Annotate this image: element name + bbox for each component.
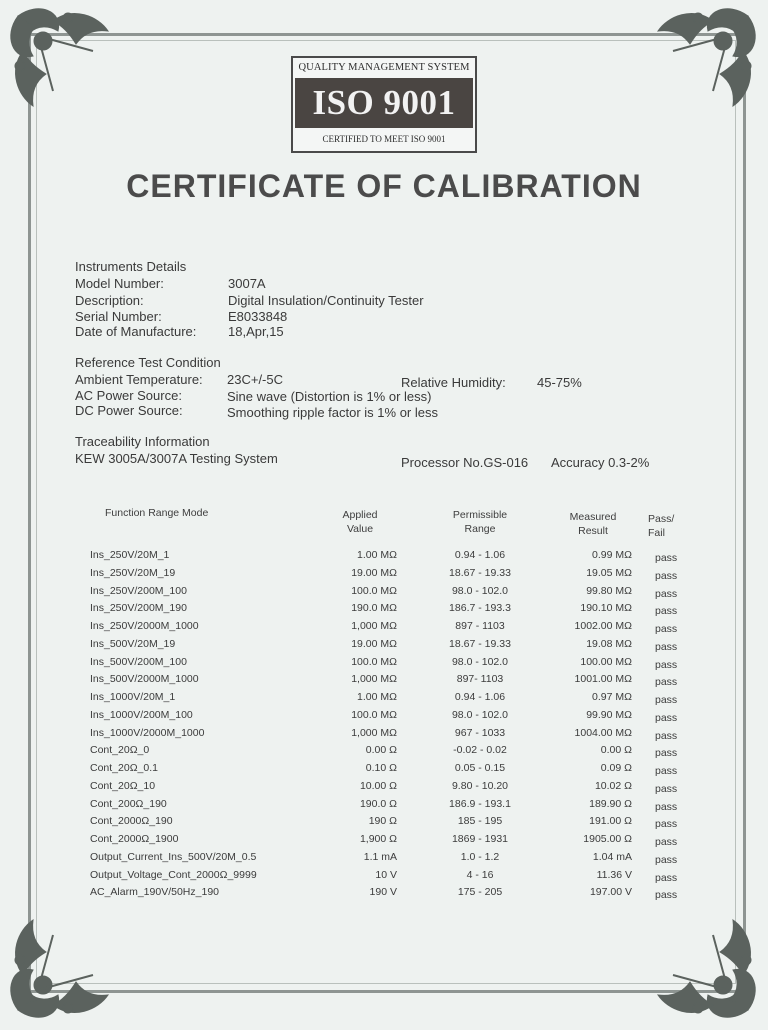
permissible-range-cell: 98.0 - 102.0 (451, 709, 509, 721)
pass-fail-cell: pass (655, 570, 678, 582)
description-label: Description: (75, 293, 144, 308)
column-header-measured: Measured Result (569, 511, 617, 537)
function-cell: Ins_250V/20M_19 (90, 567, 176, 579)
function-cell: Cont_20Ω_0.1 (90, 762, 158, 774)
permissible-range-cell: 897- 1103 (456, 673, 504, 685)
applied-value-cell: 1,900 Ω (359, 833, 397, 845)
applied-value-cell: 190.0 Ω (359, 798, 397, 810)
applied-value-cell: 100.0 MΩ (351, 709, 397, 721)
pass-fail-cell: pass (655, 712, 678, 724)
ac-power-value: Sine wave (Distortion is 1% or less) (227, 389, 432, 404)
measured-result-cell: 11.36 V (596, 869, 632, 881)
function-cell: Cont_20Ω_0 (90, 744, 150, 756)
pass-fail-cell: pass (655, 694, 678, 706)
applied-value-cell: 190 Ω (368, 815, 397, 827)
applied-value-cell: 19.00 MΩ (351, 567, 397, 579)
measured-result-cell: 190.10 MΩ (580, 602, 632, 614)
pass-fail-cell: pass (655, 588, 678, 600)
applied-value-cell: 100.0 MΩ (351, 585, 397, 597)
measured-result-cell: 191.00 Ω (589, 815, 632, 827)
pass-fail-cell: pass (655, 605, 678, 617)
accuracy: Accuracy 0.3-2% (551, 455, 650, 470)
measured-result-cell: 189.90 Ω (589, 798, 632, 810)
pass-fail-cell: pass (655, 818, 678, 830)
processor-number: Processor No.GS-016 (401, 455, 529, 470)
corner-flourish-icon (638, 900, 768, 1030)
serial-value: E8033848 (228, 309, 288, 324)
function-cell: Cont_2000Ω_190 (90, 815, 173, 827)
function-cell: Ins_1000V/20M_1 (90, 691, 176, 703)
permissible-range-cell: 9.80 - 10.20 (451, 780, 509, 792)
measured-result-cell: 0.97 MΩ (592, 691, 632, 703)
testing-system: KEW 3005A/3007A Testing System (75, 451, 278, 466)
function-cell: Ins_250V/2000M_1000 (90, 620, 199, 632)
iso-logo-main-text: ISO 9001 (295, 78, 473, 128)
applied-value-cell: 1,000 MΩ (351, 673, 397, 685)
iso-logo-bottom-text: CERTIFIED TO MEET ISO 9001 (322, 134, 446, 144)
permissible-range-cell: 0.94 - 1.06 (454, 691, 506, 703)
column-header-permissible: Permissible Range (452, 509, 508, 535)
pass-fail-cell: pass (655, 623, 678, 635)
permissible-range-cell: 4 - 16 (466, 869, 494, 881)
permissible-range-cell: 18.67 - 19.33 (449, 638, 511, 650)
measured-result-cell: 1002.00 MΩ (574, 620, 632, 632)
applied-value-cell: 190.0 MΩ (351, 602, 397, 614)
measured-result-cell: 1004.00 MΩ (574, 727, 632, 739)
manufacture-date-value: 18,Apr,15 (228, 324, 284, 339)
pass-fail-cell: pass (655, 641, 678, 653)
column-header-applied: Applied Value (342, 509, 378, 535)
function-cell: Ins_250V/200M_100 (90, 585, 187, 597)
applied-value-cell: 10.00 Ω (359, 780, 397, 792)
iso-9001-logo (291, 56, 477, 153)
applied-value-cell: 10 V (375, 869, 397, 881)
dc-power-value: Smoothing ripple factor is 1% or less (227, 405, 438, 420)
measured-result-cell: 19.05 MΩ (586, 567, 632, 579)
pass-fail-cell: pass (655, 889, 678, 901)
measured-result-cell: 100.00 MΩ (580, 656, 632, 668)
measured-result-cell: 99.80 MΩ (586, 585, 632, 597)
pass-fail-cell: pass (655, 552, 678, 564)
permissible-range-cell: 175 - 205 (457, 886, 503, 898)
pass-fail-cell: pass (655, 783, 678, 795)
measured-result-cell: 0.09 Ω (600, 762, 632, 774)
permissible-range-cell: 967 - 1033 (454, 727, 506, 739)
dc-power-label: DC Power Source: (75, 403, 183, 418)
pass-fail-cell: pass (655, 676, 678, 688)
measured-result-cell: 1.04 mA (592, 851, 632, 863)
permissible-range-cell: 1869 - 1931 (451, 833, 509, 845)
measured-result-cell: 0.00 Ω (600, 744, 632, 756)
permissible-range-cell: -0.02 - 0.02 (453, 744, 507, 756)
permissible-range-cell: 185 - 195 (457, 815, 503, 827)
measured-result-cell: 10.02 Ω (594, 780, 632, 792)
corner-flourish-icon (0, 0, 128, 126)
permissible-range-cell: 18.67 - 19.33 (449, 567, 511, 579)
permissible-range-cell: 98.0 - 102.0 (451, 585, 509, 597)
applied-value-cell: 1.00 MΩ (357, 691, 397, 703)
permissible-range-cell: 0.94 - 1.06 (454, 549, 506, 561)
measured-result-cell: 1001.00 MΩ (574, 673, 632, 685)
function-cell: Output_Voltage_Cont_2000Ω_9999 (90, 869, 257, 881)
applied-value-cell: 190 V (369, 886, 397, 898)
pass-fail-cell: pass (655, 730, 678, 742)
manufacture-date-label: Date of Manufacture: (75, 324, 197, 339)
iso-logo-top-text: QUALITY MANAGEMENT SYSTEM (298, 62, 470, 73)
applied-value-cell: 1.00 MΩ (357, 549, 397, 561)
reference-heading: Reference Test Condition (75, 355, 221, 370)
function-cell: Ins_1000V/2000M_1000 (90, 727, 205, 739)
applied-value-cell: 0.00 Ω (365, 744, 397, 756)
function-cell: Ins_500V/200M_100 (90, 656, 187, 668)
measured-result-cell: 1905.00 Ω (583, 833, 632, 845)
applied-value-cell: 1.1 mA (363, 851, 397, 863)
ac-power-label: AC Power Source: (75, 388, 182, 403)
applied-value-cell: 19.00 MΩ (351, 638, 397, 650)
function-cell: Ins_250V/200M_190 (90, 602, 187, 614)
permissible-range-cell: 98.0 - 102.0 (451, 656, 509, 668)
model-label: Model Number: (75, 276, 164, 291)
applied-value-cell: 1,000 MΩ (351, 727, 397, 739)
function-cell: Ins_250V/20M_1 (90, 549, 170, 561)
permissible-range-cell: 1.0 - 1.2 (460, 851, 500, 863)
function-cell: Cont_200Ω_190 (90, 798, 167, 810)
description-value: Digital Insulation/Continuity Tester (228, 293, 424, 308)
permissible-range-cell: 0.05 - 0.15 (454, 762, 506, 774)
pass-fail-cell: pass (655, 836, 678, 848)
pass-fail-cell: pass (655, 801, 678, 813)
column-header-pass-fail: Pass/ Fail (648, 513, 675, 539)
measured-result-cell: 0.99 MΩ (592, 549, 632, 561)
function-cell: Ins_500V/2000M_1000 (90, 673, 199, 685)
page-title: CERTIFICATE OF CALIBRATION (126, 168, 642, 204)
measured-result-cell: 197.00 V (589, 886, 632, 898)
function-cell: AC_Alarm_190V/50Hz_190 (90, 886, 219, 898)
traceability-heading: Traceability Information (75, 434, 210, 449)
applied-value-cell: 100.0 MΩ (351, 656, 397, 668)
corner-flourish-icon (638, 0, 768, 126)
model-value: 3007A (228, 276, 266, 291)
permissible-range-cell: 186.9 - 193.1 (449, 798, 511, 810)
function-cell: Ins_1000V/200M_100 (90, 709, 193, 721)
instruments-heading: Instruments Details (75, 259, 187, 274)
pass-fail-cell: pass (655, 659, 678, 671)
function-cell: Cont_20Ω_10 (90, 780, 156, 792)
function-cell: Cont_2000Ω_1900 (90, 833, 179, 845)
pass-fail-cell: pass (655, 872, 678, 884)
relative-humidity-value: 45-75% (537, 375, 582, 390)
applied-value-cell: 0.10 Ω (365, 762, 397, 774)
pass-fail-cell: pass (655, 747, 678, 759)
measured-result-cell: 99.90 MΩ (586, 709, 632, 721)
permissible-range-cell: 186.7 - 193.3 (449, 602, 511, 614)
applied-value-cell: 1,000 MΩ (351, 620, 397, 632)
column-header-function: Function Range Mode (105, 507, 209, 519)
relative-humidity-label: Relative Humidity: (401, 375, 506, 390)
permissible-range-cell: 897 - 1103 (455, 620, 505, 632)
pass-fail-cell: pass (655, 765, 678, 777)
ambient-temperature-label: Ambient Temperature: (75, 372, 203, 387)
corner-flourish-icon (0, 900, 128, 1030)
measured-result-cell: 19.08 MΩ (586, 638, 632, 650)
function-cell: Ins_500V/20M_19 (90, 638, 176, 650)
ambient-temperature-value: 23C+/-5C (227, 372, 283, 387)
serial-label: Serial Number: (75, 309, 162, 324)
pass-fail-cell: pass (655, 854, 678, 866)
function-cell: Output_Current_Ins_500V/20M_0.5 (90, 851, 257, 863)
